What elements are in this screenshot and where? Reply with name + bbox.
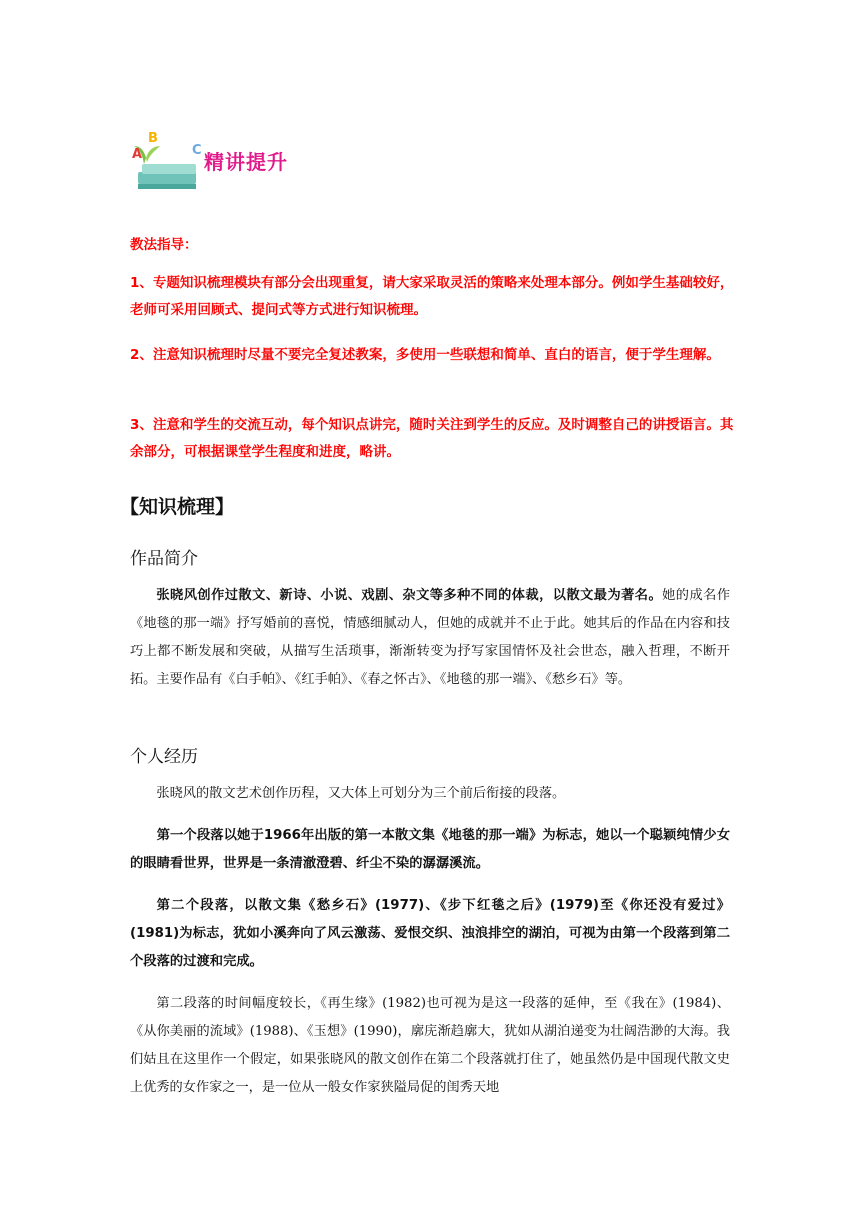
svg-text:A: A	[132, 147, 143, 162]
works-rest-text: 她的成名作《地毯的那一端》抒写婚前的喜悦，情感细腻动人，但她的成就并不止于此。她其后的作品在内容和技巧上都不断发展和突破，从描写生活琐事，渐渐转变为抒写家国情怀及社会世态，融入哲理，不断开拓。主要作品有《白手帕》、《红手帕》、《春之怀古》、《地毯的那一端》、《愁乡石》等。	[130, 588, 731, 687]
teaching-item-3: 3、注意和学生的交流互动，每个知识点讲完，随时关注到学生的反应。及时调整自己的讲授语言。其余部分，可根据课堂学生程度和进度，略讲。	[130, 417, 734, 460]
works-heading: 作品简介	[130, 549, 198, 569]
svg-text:C: C	[192, 143, 202, 158]
section-logo	[130, 128, 310, 198]
teaching-item-2: 2、注意知识梳理时尽量不要完全复述教案，多使用一些联想和简单、直白的语言，便于学生理解。	[130, 347, 720, 363]
teaching-heading: 教法指导：	[130, 237, 198, 253]
page-title: 精讲提升	[204, 150, 288, 174]
works-paragraph	[130, 582, 730, 694]
experience-paragraph-4: 第二段落的时间幅度较长，《再生缘》(1982)也可视为是这一段落的延伸，至《我在》(1984)、《从你美丽的流域》(1988)、《玉想》(1990)，廓庑渐趋廓大，犹如从湖泊递变为壮阔浩渺的大海。我们姑且在这里作一个假定，如果张晓风的散文创作在第二个段落就打住了，她虽然仍是中国现代散文史上优秀的女作家之一，是一位从一般女作家狭隘局促的闺秀天地	[130, 996, 730, 1095]
experience-paragraph-2: 第一个段落以她于1966年出版的第一本散文集《地毯的那一端》为标志，她以一个聪颖纯情少女的眼睛看世界，世界是一条清澈澄碧、纤尘不染的潺潺溪流。	[130, 828, 730, 871]
teaching-item-1: 1、专题知识梳理模块有部分会出现重复，请大家采取灵活的策略来处理本部分。例如学生基础较好，老师可采用回顾式、提问式等方式进行知识梳理。	[130, 275, 734, 318]
experience-paragraph-3: 第二个段落，以散文集《愁乡石》(1977)、《步下红毯之后》(1979)至《你还没有爱过》(1981)为标志，犹如小溪奔向了风云激荡、爱恨交织、浊浪排空的湖泊，可视为由第一个段落到第二个段落的过渡和完成。	[130, 898, 730, 969]
svg-text:B: B	[148, 131, 158, 146]
abc-books-icon	[130, 128, 210, 198]
experience-paragraph-1: 张晓风的散文艺术创作历程，又大体上可划分为三个前后衔接的段落。	[156, 786, 566, 801]
works-bold-text: 张晓风创作过散文、新诗、小说、戏剧、杂文等多种不同的体裁，以散文最为著名。	[156, 588, 663, 603]
experience-heading: 个人经历	[130, 747, 198, 767]
knowledge-heading: 【知识梳理】	[120, 496, 235, 518]
